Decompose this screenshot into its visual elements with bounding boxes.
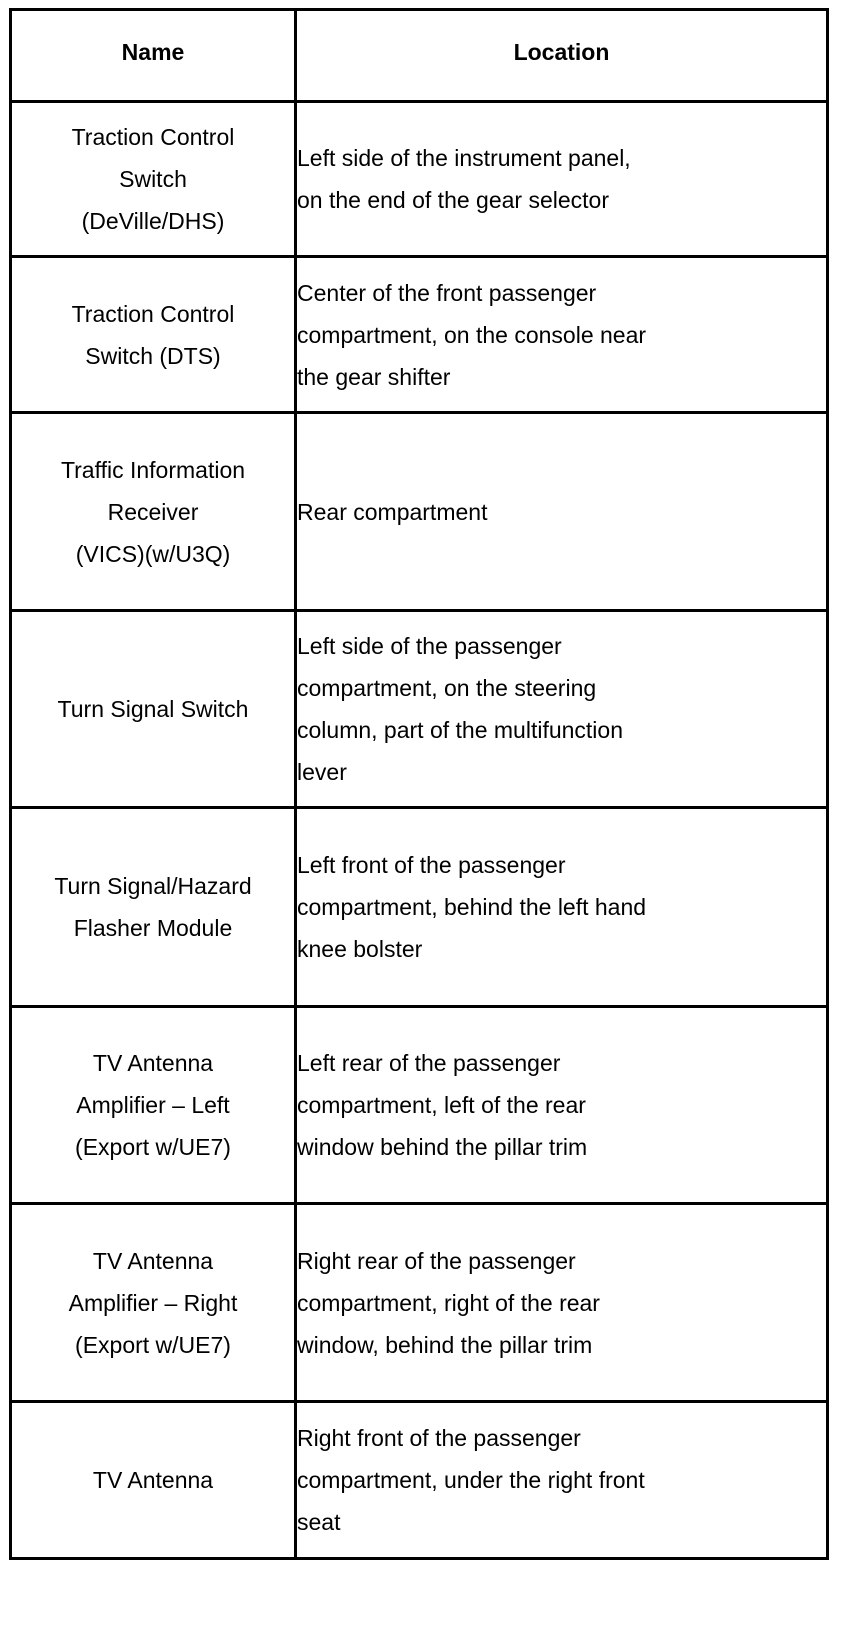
header-location-label: Location [513,38,610,65]
table-row [11,1402,828,1559]
component-name: Traction Control Switch (DTS) [71,300,235,369]
location-cell [296,808,828,1007]
component-location: Center of the front passenger compartment, on the console near the gear shifter [297,279,647,390]
table-row [11,1007,828,1204]
component-name: Turn Signal Switch [57,696,249,722]
component-name: Turn Signal/Hazard Flasher Module [54,873,252,941]
name-cell [11,413,296,611]
component-name: Traction Control Switch (DeVille/DHS) [71,124,235,234]
component-location: Rear compartment [297,498,488,525]
component-name: TV Antenna Amplifier – Right (Export w/UE7) [68,1247,238,1358]
name-cell [11,808,296,1007]
header-name-label: Name [121,38,185,65]
component-location: Left side of the instrument panel, on the end of the gear selector [297,145,631,213]
table-row [11,611,828,808]
name-cell [11,1402,296,1559]
table-row [11,1204,828,1402]
component-location: Left side of the passenger compartment, on the steering column, part of the multifunction lever [297,633,623,785]
component-location: Left rear of the passenger compartment, left of the rear window behind the pillar trim [297,1050,588,1160]
location-cell [296,611,828,808]
name-cell [11,102,296,257]
header-location [296,10,828,102]
location-cell [296,1204,828,1402]
location-cell [296,413,828,611]
name-cell [11,1204,296,1402]
location-cell [296,257,828,413]
header-name [11,10,296,102]
table-row [11,808,828,1007]
component-location-table [9,8,829,1560]
name-cell [11,1007,296,1204]
table-header-row [11,10,828,102]
name-cell [11,257,296,413]
component-location: Right rear of the passenger compartment, right of the rear window, behind the pillar trim [297,1247,600,1358]
location-cell [296,102,828,257]
location-cell [296,1402,828,1559]
component-location: Right front of the passenger compartment, under the right front seat [297,1425,645,1535]
component-location: Left front of the passenger compartment, behind the left hand knee bolster [297,852,647,962]
name-cell [11,611,296,808]
location-cell [296,1007,828,1204]
component-name: TV Antenna Amplifier – Left (Export w/UE7) [75,1050,231,1160]
table-row [11,102,828,257]
table-row [11,257,828,413]
table-row [11,413,828,611]
component-name: Traffic Information Receiver (VICS)(w/U3Q) [60,456,246,567]
component-name: TV Antenna [92,1467,214,1493]
